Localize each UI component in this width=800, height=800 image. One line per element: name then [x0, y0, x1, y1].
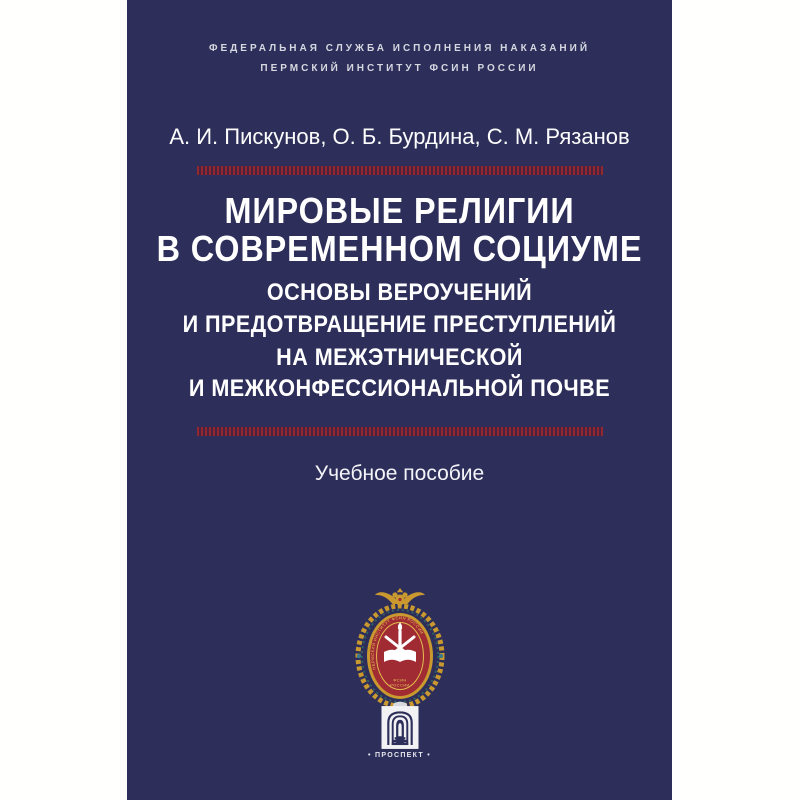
institution-line-1: ФЕДЕРАЛЬНАЯ СЛУЖБА ИСПОЛНЕНИЯ НАКАЗАНИЙ: [208, 43, 591, 54]
institution-header: [127, 39, 672, 79]
institution-line-2: ПЕРМСКИЙ ИНСТИТУТ ФСИН РОССИИ: [260, 63, 539, 74]
prospekt-gate-logo-icon: [381, 706, 418, 749]
hatched-divider-top: [197, 166, 603, 175]
authors-line: А. И. Пискунов, О. Б. Бурдина, С. М. Рязанов: [169, 124, 630, 149]
fsin-institute-emblem-icon: [348, 586, 452, 710]
book-subtitle-line-2: И ПРЕДОТВРАЩЕНИЕ ПРЕСТУПЛЕНИЙ: [182, 311, 617, 338]
book-subtitle-line-4: И МЕЖКОНФЕССИОНАЛЬНОЙ ПОЧВЕ: [188, 375, 611, 402]
publisher-name: • ПРОСПЕКТ •: [368, 752, 431, 759]
hatched-divider-bottom: [197, 427, 603, 436]
book-title-line-1: МИРОВЫЕ РЕЛИГИИ: [224, 190, 575, 231]
book-subtitle-line-1: ОСНОВЫ ВЕРОУЧЕНИЙ: [266, 279, 533, 306]
book-title-line-2: В СОВРЕМЕННОМ СОЦИУМЕ: [156, 228, 643, 269]
eagle-crest-icon: [375, 588, 425, 606]
book-subtitle-line-3: НА МЕЖЭТНИЧЕСКОЙ: [276, 344, 523, 371]
emblem-bottom-text-1: ФСИН: [392, 677, 407, 683]
book-cover: [127, 0, 672, 800]
emblem-bottom-text-2: РОССИИ: [389, 682, 410, 688]
edition-type-label: Учебное пособие: [314, 462, 485, 485]
emblem-arc-text: ПЕРМСКИЙ ИНСТИТУТ ФСИН РОССИИ: [369, 615, 425, 671]
